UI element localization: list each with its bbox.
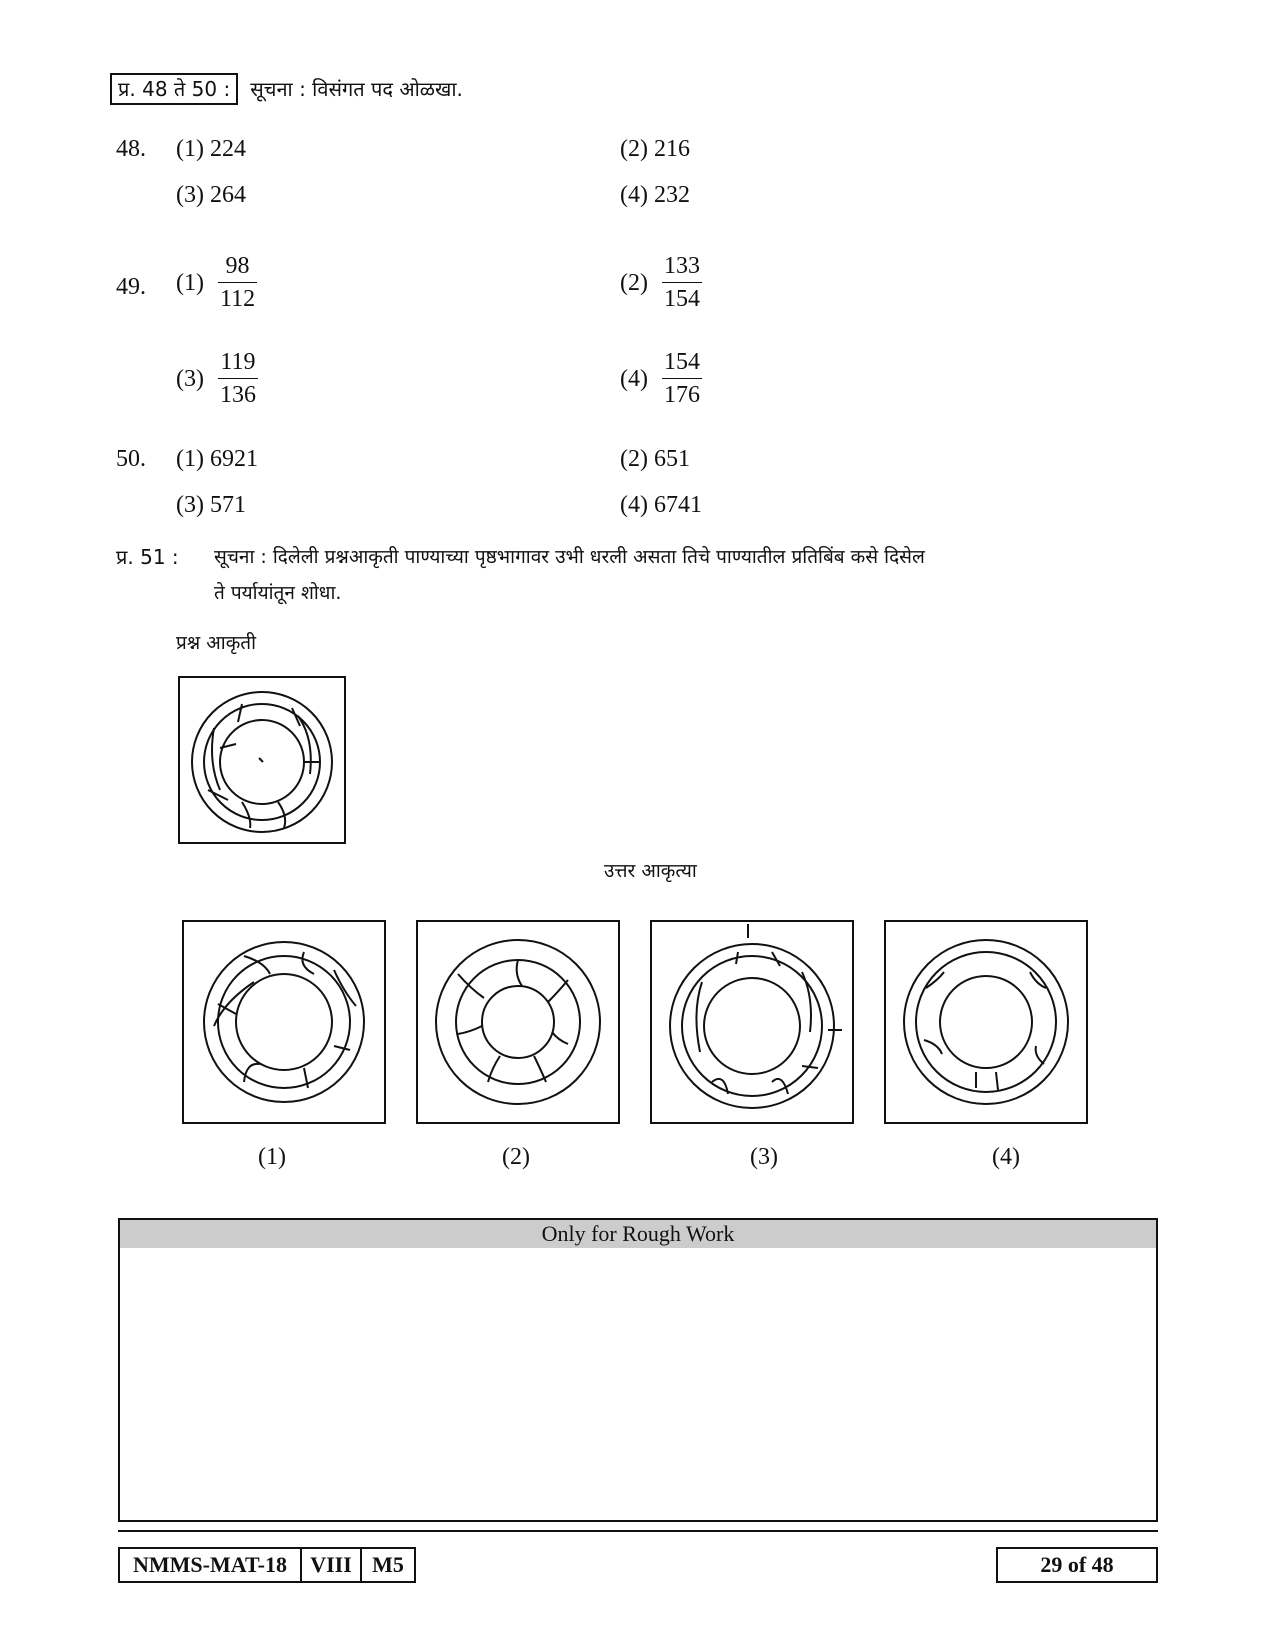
fraction: $\frac{119}{136}$ xyxy=(218,346,258,411)
q48-option-1[interactable]: (1) 224 xyxy=(176,136,246,162)
question-figure-label: प्रश्न आकृती xyxy=(176,632,257,654)
instruction-header xyxy=(110,74,463,104)
answer-figure-2[interactable] xyxy=(416,920,620,1124)
q50-option-3[interactable]: (3) 571 xyxy=(176,492,246,518)
fraction: $\frac{98}{112}$ xyxy=(218,250,257,315)
fraction: $\frac{154}{176}$ xyxy=(662,346,702,411)
question-51-instruction-line2: ते पर्यायांतून शोधा. xyxy=(214,582,342,604)
footer-class: VIII xyxy=(300,1547,362,1583)
answer-figure-3[interactable] xyxy=(650,920,854,1124)
question-50-number: 50. xyxy=(116,446,146,472)
question-figure xyxy=(178,676,346,844)
q49-option-4[interactable]: (4) $\frac{154}{176}$ xyxy=(620,346,702,411)
footer-set: M5 xyxy=(360,1547,416,1583)
question-51-label: प्र. 51 : xyxy=(116,545,179,569)
answer-label-1: (1) xyxy=(258,1144,286,1170)
fraction: $\frac{133}{154}$ xyxy=(662,250,702,315)
q49-option-2[interactable]: (2) $\frac{133}{154}$ xyxy=(620,250,702,315)
footer-divider xyxy=(118,1530,1158,1532)
q48-option-4[interactable]: (4) 232 xyxy=(620,182,690,208)
question-49-number: 49. xyxy=(116,274,146,300)
question-range-box: प्र. 48 ते 50 : xyxy=(110,73,238,105)
q50-option-2[interactable]: (2) 651 xyxy=(620,446,690,472)
answer-figure-2-drawing xyxy=(418,922,618,1122)
answer-figure-4[interactable] xyxy=(884,920,1088,1124)
answer-label-3: (3) xyxy=(750,1144,778,1170)
q48-option-3[interactable]: (3) 264 xyxy=(176,182,246,208)
q49-option-3[interactable]: (3) $\frac{119}{136}$ xyxy=(176,346,258,411)
footer-page-number: 29 of 48 xyxy=(996,1547,1158,1583)
footer-exam-code: NMMS-MAT-18 xyxy=(118,1547,302,1583)
answer-label-4: (4) xyxy=(992,1144,1020,1170)
question-48-number: 48. xyxy=(116,136,146,162)
q50-option-4[interactable]: (4) 6741 xyxy=(620,492,702,518)
rough-work-box[interactable] xyxy=(118,1218,1158,1522)
question-figure-drawing xyxy=(180,678,344,842)
instruction-text: सूचना : विसंगत पद ओळखा. xyxy=(250,77,463,101)
answer-figure-3-drawing xyxy=(652,922,852,1122)
answer-label-2: (2) xyxy=(502,1144,530,1170)
answer-figures-label: उत्तर आकृत्या xyxy=(604,860,697,882)
rough-work-title: Only for Rough Work xyxy=(120,1220,1156,1248)
answer-figure-1[interactable] xyxy=(182,920,386,1124)
question-51-instruction-line1: सूचना : दिलेली प्रश्नआकृती पाण्याच्या पृष्ठभागावर उभी धरली असता तिचे पाण्यातील प्रतिबिंब कसे दिसेल xyxy=(214,546,925,568)
answer-figure-4-drawing xyxy=(886,922,1086,1122)
q49-option-1[interactable]: (1) $\frac{98}{112}$ xyxy=(176,250,257,315)
answer-figure-1-drawing xyxy=(184,922,384,1122)
q50-option-1[interactable]: (1) 6921 xyxy=(176,446,258,472)
q48-option-2[interactable]: (2) 216 xyxy=(620,136,690,162)
